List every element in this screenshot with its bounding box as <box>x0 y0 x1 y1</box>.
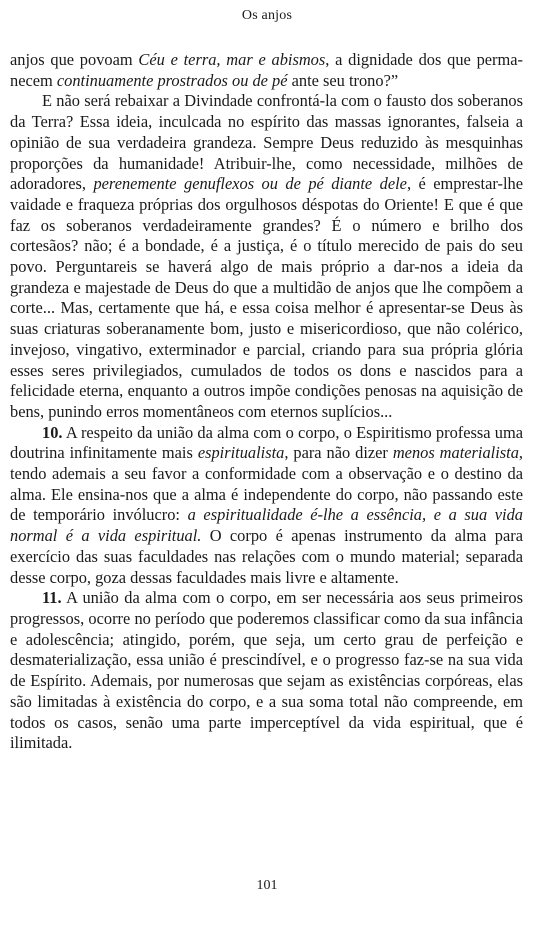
text-segment: , tendo ademais a seu favor a conformidade com a observação e o destino da alma. Ele ensina-nos que a alma é independente do corpo, não passando este de temporário invólucro: <box>10 443 524 525</box>
paragraph-11 <box>10 588 523 754</box>
italic-segment: espiritualista <box>197 443 285 463</box>
text-segment: A união da alma com o corpo, em ser necessária aos seus primeiros progressos, ocorre no período que poderemos classificar como da sua infância e adolescência; atingido, porém, que seja, um certo grau de perfeição e desmaterialização, essa união é prescindível, e o progresso faz-⁠se na sua vida de Espírito. Ademais, por numerosas que sejam as existências corpóreas, elas são limitadas à existência do corpo, e a sua soma total não compreende, em todos os casos, senão uma parte imperceptível da vida espiritual, que é ilimitada. <box>10 588 523 753</box>
text-segment: O corpo é apenas instrumento da alma para exercício das suas faculdades nas relações com o mundo material; separada desse corpo, goza dessas faculdades mais livre e altamente. <box>10 526 524 587</box>
page-number: 101 <box>256 878 278 893</box>
italic-segment: menos materialista <box>392 443 519 463</box>
italic-segment: a espiritualidade é-lhe a essência, e a sua vida normal é a vida espiritual. <box>10 505 524 546</box>
paragraph-1 <box>10 50 523 91</box>
paragraph-10 <box>10 423 523 589</box>
text-segment: , para não dizer <box>284 443 393 463</box>
item-number: 11. <box>42 588 62 608</box>
body-text <box>10 50 523 754</box>
paragraph-2 <box>10 91 523 422</box>
italic-segment: Céu e terra, mar e abismos <box>138 50 326 69</box>
text-segment: , a dignidade dos que permanecem <box>10 50 524 90</box>
italic-segment: continuamente prostrados ou de pé <box>56 70 288 90</box>
text-segment: E não será rebaixar a Divindade confrontá-la com o fausto dos soberanos da Terra? Essa ideia, inculcada no espírito das massas ignorantes, falseia a opinião de sua verdadeira grandeza. Sempre Deus reduzido às mesquinhas proporções da humanidade! Atribuir-lhe, como necessidade, milhões de adoradores, <box>10 91 523 194</box>
running-head: Os anjos <box>241 8 293 23</box>
text-segment: , é emprestar-lhe vaidade e fraqueza próprias dos orgulhosos déspotas do Oriente! E que é que faz os soberanos verdadeiramente grandes? É o número e brilho dos cortesãos? não; é a bondade, é a justiça, é o título merecido de pais do seu povo. Perguntareis se haverá algo de mais próprio a dar-nos a ideia da grandeza e majestade de Deus do que a multidão de anjos que lhe compõem a corte... Mas, certamente que há, e essa coisa melhor é apresentar-se Deus às suas criaturas soberanamente bom, justo e misericordioso, que não colérico, invejoso, vingativo, exterminador e parcial, criando para sua própria glória esses seres privilegiados, cumulados de todos os dons e nascidos para a felicidade eterna, enquanto a outros impõe condições penosas na aquisição de bens, punindo erros momentâneos com eternos suplícios... <box>10 174 523 421</box>
text-segment: ante seu trono?” <box>287 70 399 90</box>
text-segment: A respeito da união da alma com o corpo, o Espiritismo professa uma doutrina infinitamente mais <box>10 422 523 463</box>
text-segment: anjos que povoam <box>10 50 139 69</box>
item-number: 10. <box>42 422 63 442</box>
italic-segment: perenemente genuflexos ou de pé diante dele <box>93 174 407 194</box>
